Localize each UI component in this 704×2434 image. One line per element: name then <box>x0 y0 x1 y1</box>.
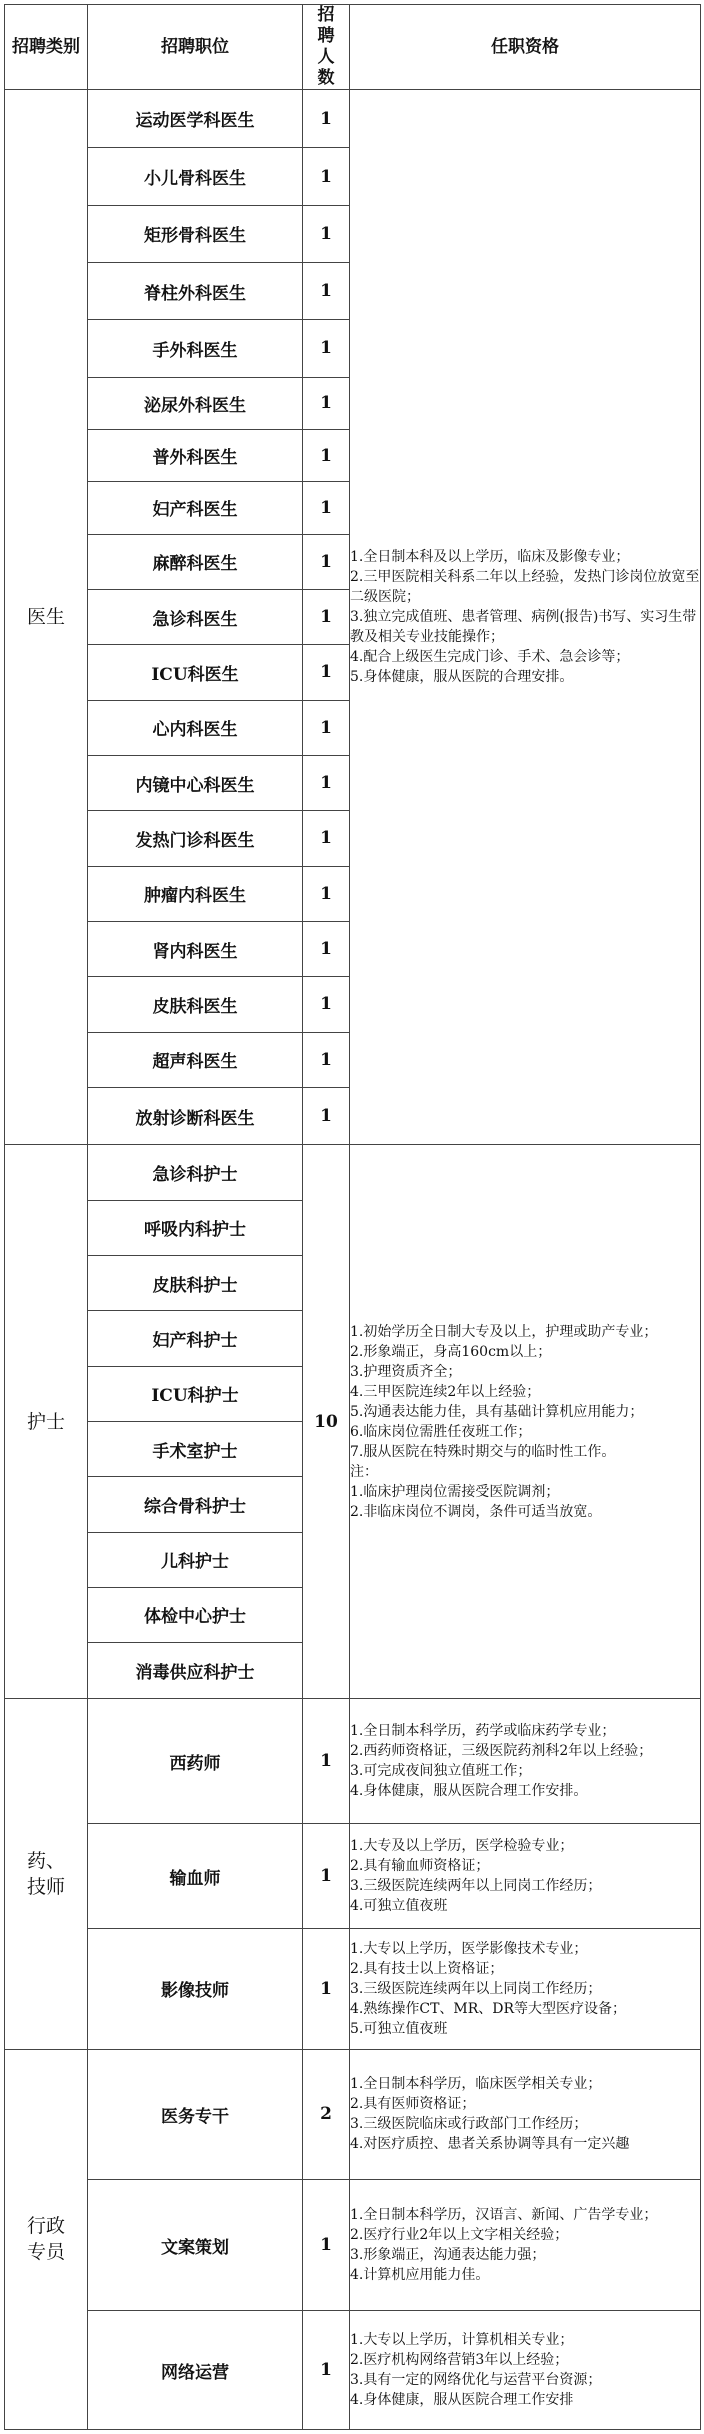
table-row <box>5 2049 701 2180</box>
table-row <box>5 1928 701 2049</box>
header-count-label: 招聘人数 <box>317 5 335 88</box>
requirement-line: 2.西药师资格证，三级医院药剂科2年以上经验； <box>350 1743 653 1760</box>
position-cell: 影像技师 <box>88 1928 303 2049</box>
requirement-line: 4.熟练操作CT、MR、DR等大型医疗设备； <box>350 2000 627 2017</box>
requirement-line: 3.具有一定的网络优化与运营平台资源； <box>350 2372 602 2389</box>
position-cell: 综合骨科护士 <box>88 1477 303 1532</box>
position-cell: 运动医学科医生 <box>88 90 303 148</box>
count-cell: 1 <box>303 811 350 866</box>
position-cell: 肿瘤内科医生 <box>88 866 303 921</box>
requirements-cell <box>350 2049 701 2180</box>
table-row <box>5 90 701 148</box>
requirement-line: 3.三级医院连续两年以上同岗工作经历； <box>350 1980 602 1997</box>
requirements-cell-nurse <box>350 1145 701 1699</box>
requirement-line: 1.大专以上学历，计算机相关专业； <box>350 2332 574 2349</box>
count-cell: 1 <box>303 755 350 810</box>
count-cell: 1 <box>303 534 350 589</box>
recruitment-table <box>4 4 701 2430</box>
requirement-line: 3.三级医院连续两年以上同岗工作经历； <box>350 1878 602 1895</box>
position-cell: 普外科医生 <box>88 429 303 481</box>
position-cell: 急诊科医生 <box>88 589 303 644</box>
position-cell: 超声科医生 <box>88 1032 303 1087</box>
requirement-line: 2.形象端正，身高160cm以上； <box>350 1343 552 1360</box>
count-cell: 1 <box>303 1824 350 1929</box>
count-cell: 1 <box>303 589 350 644</box>
count-cell: 1 <box>303 977 350 1032</box>
table-row <box>5 2311 701 2430</box>
header-requirements: 任职资格 <box>350 5 701 90</box>
count-cell: 2 <box>303 2049 350 2180</box>
table-row <box>5 1699 701 1824</box>
count-cell: 1 <box>303 90 350 148</box>
requirements-cell <box>350 1699 701 1824</box>
position-cell: 矩形骨科医生 <box>88 205 303 262</box>
count-cell: 1 <box>303 429 350 481</box>
count-cell: 1 <box>303 263 350 320</box>
header-position: 招聘职位 <box>88 5 303 90</box>
requirement-line: 1.全日制本科学历，药学或临床药学专业； <box>350 1723 616 1740</box>
position-cell: 消毒供应科护士 <box>88 1643 303 1699</box>
count-cell: 1 <box>303 700 350 755</box>
position-cell: 急诊科护士 <box>88 1145 303 1200</box>
count-cell: 1 <box>303 2311 350 2430</box>
position-cell: 医务专干 <box>88 2049 303 2180</box>
requirement-line: 5.可独立值夜班 <box>350 2020 448 2037</box>
count-cell-nurse: 10 <box>303 1145 350 1699</box>
category-label: 护士 <box>26 1410 65 1433</box>
requirements-cell <box>350 2180 701 2311</box>
count-cell: 1 <box>303 377 350 429</box>
position-cell: 手术室护士 <box>88 1421 303 1476</box>
position-cell: 放射诊断科医生 <box>88 1087 303 1144</box>
requirement-line: 2.具有技士以上资格证； <box>350 1960 504 1977</box>
requirements-cell-doctor <box>350 90 701 1145</box>
count-cell: 1 <box>303 320 350 377</box>
requirement-line: 2.医疗行业2年以上文字相关经验； <box>350 2227 569 2244</box>
count-cell: 1 <box>303 1699 350 1824</box>
requirement-line: 注： <box>350 1463 378 1480</box>
requirement-line: 2.医疗机构网络营销3年以上经验； <box>350 2352 569 2369</box>
position-cell: 脊柱外科医生 <box>88 263 303 320</box>
count-cell: 1 <box>303 2180 350 2311</box>
category-label: 行政专员 <box>26 2215 65 2264</box>
position-cell: 肾内科医生 <box>88 921 303 976</box>
requirement-line: 1.临床护理岗位需接受医院调剂； <box>350 1483 560 1500</box>
requirement-line: 1.全日制本科学历，临床医学相关专业； <box>350 2076 602 2093</box>
requirement-line: 5.沟通表达能力佳，具有基础计算机应用能力； <box>350 1403 644 1420</box>
position-cell: ICU科医生 <box>88 645 303 700</box>
count-cell: 1 <box>303 205 350 262</box>
requirement-line: 1.全日制本科及以上学历，临床及影像专业； <box>350 549 630 566</box>
header-category: 招聘类别 <box>5 5 88 90</box>
position-cell: 呼吸内科护士 <box>88 1200 303 1255</box>
position-cell: 西药师 <box>88 1699 303 1824</box>
category-cell-pharmacist <box>5 1699 88 2049</box>
count-cell: 1 <box>303 866 350 921</box>
position-cell: 皮肤科医生 <box>88 977 303 1032</box>
requirement-line: 4.计算机应用能力佳。 <box>350 2267 490 2284</box>
requirement-line: 4.身体健康，服从医院合理工作安排 <box>350 2392 574 2409</box>
position-cell: 发热门诊科医生 <box>88 811 303 866</box>
requirement-line: 5.身体健康，服从医院的合理安排。 <box>350 669 574 686</box>
requirement-line: 4.三甲医院连续2年以上经验； <box>350 1383 541 1400</box>
position-cell: ICU科护士 <box>88 1366 303 1421</box>
count-cell: 1 <box>303 1928 350 2049</box>
requirement-line: 6.临床岗位需胜任夜班工作； <box>350 1423 532 1440</box>
requirement-line: 3.护理资质齐全； <box>350 1363 462 1380</box>
requirement-line: 2.具有输血师资格证； <box>350 1858 490 1875</box>
position-cell: 体检中心护士 <box>88 1587 303 1642</box>
position-cell: 内镜中心科医生 <box>88 755 303 810</box>
position-cell: 网络运营 <box>88 2311 303 2430</box>
requirement-line: 3.可完成夜间独立值班工作； <box>350 1763 532 1780</box>
count-cell: 1 <box>303 1032 350 1087</box>
requirement-line: 1.全日制本科学历，汉语言、新闻、广告学专业； <box>350 2207 658 2224</box>
requirement-line: 7.服从医院在特殊时期交与的临时性工作。 <box>350 1443 616 1460</box>
requirement-line: 2.三甲医院相关科系二年以上经验，发热门诊岗位放宽至二级医院； <box>350 569 700 606</box>
requirement-line: 4.身体健康，服从医院合理工作安排。 <box>350 1783 588 1800</box>
table-row <box>5 1824 701 1929</box>
position-cell: 心内科医生 <box>88 700 303 755</box>
requirement-line: 3.独立完成值班、患者管理、病例(报告)书写、实习生带教及相关专业技能操作； <box>350 609 697 646</box>
count-cell: 1 <box>303 148 350 205</box>
category-label: 医生 <box>26 606 65 629</box>
position-cell: 妇产科护士 <box>88 1311 303 1366</box>
requirement-line: 1.初始学历全日制大专及以上，护理或助产专业； <box>350 1323 658 1340</box>
requirement-line: 4.对医疗质控、患者关系协调等具有一定兴趣 <box>350 2136 630 2153</box>
category-cell-nurse <box>5 1145 88 1699</box>
count-cell: 1 <box>303 482 350 534</box>
count-cell: 1 <box>303 921 350 976</box>
requirement-line: 3.形象端正，沟通表达能力强； <box>350 2247 546 2264</box>
table-row <box>5 1145 701 1200</box>
position-cell: 麻醉科医生 <box>88 534 303 589</box>
requirement-line: 4.配合上级医生完成门诊、手术、急会诊等； <box>350 649 630 666</box>
count-cell: 1 <box>303 645 350 700</box>
requirement-line: 2.具有医师资格证； <box>350 2096 476 2113</box>
requirement-line: 4.可独立值夜班 <box>350 1898 448 1915</box>
position-cell: 手外科医生 <box>88 320 303 377</box>
requirements-cell <box>350 1928 701 2049</box>
requirements-cell <box>350 2311 701 2430</box>
category-label: 药、技师 <box>26 1850 65 1899</box>
header-count <box>303 5 350 90</box>
position-cell: 小儿骨科医生 <box>88 148 303 205</box>
requirement-line: 2.非临床岗位不调岗，条件可适当放宽。 <box>350 1503 602 1520</box>
position-cell: 文案策划 <box>88 2180 303 2311</box>
category-cell-admin <box>5 2049 88 2429</box>
position-cell: 输血师 <box>88 1824 303 1929</box>
table-row <box>5 2180 701 2311</box>
position-cell: 泌尿外科医生 <box>88 377 303 429</box>
header-row <box>5 5 701 90</box>
position-cell: 皮肤科护士 <box>88 1255 303 1310</box>
position-cell: 妇产科医生 <box>88 482 303 534</box>
position-cell: 儿科护士 <box>88 1532 303 1587</box>
requirement-line: 1.大专以上学历，医学影像技术专业； <box>350 1940 588 1957</box>
requirements-cell <box>350 1824 701 1929</box>
count-cell: 1 <box>303 1087 350 1144</box>
category-cell-doctor <box>5 90 88 1145</box>
requirement-line: 3.三级医院临床或行政部门工作经历； <box>350 2116 588 2133</box>
requirement-line: 1.大专及以上学历，医学检验专业； <box>350 1838 574 1855</box>
